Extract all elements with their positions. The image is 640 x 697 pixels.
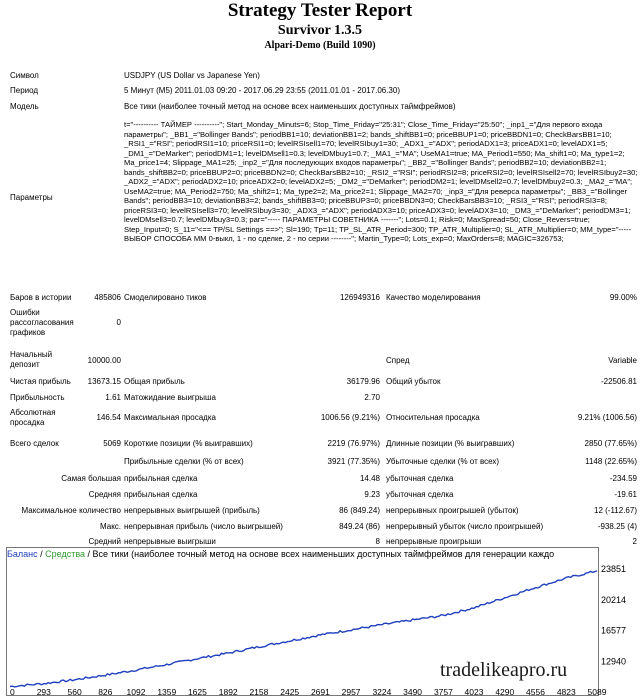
profit-factor-value: 1.61 xyxy=(105,393,121,402)
x-tick-label: 4556 xyxy=(526,687,545,697)
x-tick-label: 1359 xyxy=(157,687,177,697)
loss-trades-label: Убыточные сделки (% от всех) xyxy=(386,457,500,466)
x-tick-label: 1092 xyxy=(126,687,146,697)
profit-trades-value: 3921 (77.35%) xyxy=(327,457,380,466)
gross-profit-value: 36179.96 xyxy=(346,377,380,386)
x-tick-label: 2957 xyxy=(341,687,361,697)
quality-value: 99.00% xyxy=(609,293,637,302)
max-cons-wins-value: 86 (849.24) xyxy=(339,506,380,515)
x-tick-label: 2425 xyxy=(280,687,300,697)
average-label: Средняя xyxy=(88,490,121,499)
expected-payoff-value: 2.70 xyxy=(364,393,380,402)
x-tick-label: 4023 xyxy=(464,687,484,697)
x-tick-label: 0 xyxy=(10,687,15,697)
symbol-value: USDJPY (US Dollar vs Japanese Yen) xyxy=(124,71,260,80)
largest-label: Самая большая xyxy=(61,474,121,483)
max-sum-label: Макс. xyxy=(99,522,121,531)
max-cons-losses-label: непрерывных проигрышей (убыток) xyxy=(386,506,519,515)
x-tick-label: 1892 xyxy=(218,687,238,697)
model-label: Модель xyxy=(10,102,39,111)
x-tick-label: 1625 xyxy=(187,687,207,697)
x-tick-label: 3490 xyxy=(403,687,423,697)
max-cons-loss-label: непрерывный убыток (число проигрышей) xyxy=(386,522,544,531)
avg-cons-wins-label: непрерывные выигрыши xyxy=(124,537,216,546)
spread-label: Спред xyxy=(386,356,410,365)
model-value: Все тики (наиболее точный метод на основе всех наименьших доступных таймфреймов) xyxy=(124,102,456,111)
y-tick-label: 12940 xyxy=(601,656,627,667)
largest-profit-label: прибыльная сделка xyxy=(124,474,198,483)
gross-profit-label: Общая прибыль xyxy=(124,377,185,386)
y-tick-label: 16577 xyxy=(601,625,627,636)
period-value: 5 Минут (M5) 2011.01.03 09:20 - 2017.06.29 23:55 (2011.01.01 - 2017.06.30) xyxy=(124,86,400,95)
abs-drawdown-value: 146.54 xyxy=(96,413,121,422)
symbol-label: Символ xyxy=(10,71,39,80)
short-positions-label: Короткие позиции (% выигравших) xyxy=(124,439,253,448)
avg-profit-value: 9.23 xyxy=(364,490,380,499)
errors-value: 0 xyxy=(116,318,121,327)
period-label: Период xyxy=(10,86,39,95)
x-tick-label: 4823 xyxy=(556,687,576,697)
avg-profit-label: прибыльная сделка xyxy=(124,490,198,499)
legend-balance: Баланс xyxy=(7,549,38,559)
server-name: Alpari-Demo (Build 1090) xyxy=(264,40,376,51)
x-tick-label: 2158 xyxy=(249,687,269,697)
trades-label: Всего сделок xyxy=(10,439,59,448)
largest-profit-value: 14.48 xyxy=(359,474,380,483)
expected-payoff-label: Матожидание выигрыша xyxy=(124,393,216,402)
gross-loss-value: -22506.81 xyxy=(600,377,637,386)
net-value: 13673.15 xyxy=(87,377,121,386)
legend-equity: Средства xyxy=(45,549,86,559)
rel-drawdown-value: 9.21% (1006.56) xyxy=(577,413,637,422)
net-label: Чистая прибыль xyxy=(10,377,71,386)
legend-separator: / xyxy=(85,549,93,559)
quality-label: Качество моделирования xyxy=(386,293,481,302)
avg-cons-label: Средний xyxy=(88,537,121,546)
x-tick-label: 5089 xyxy=(587,687,607,697)
params-label: Параметры xyxy=(10,193,53,202)
ticks-value: 126949316 xyxy=(339,293,380,302)
x-tick-label: 4290 xyxy=(495,687,515,697)
bars-label: Баров в истории xyxy=(10,293,72,302)
max-cons-profit-label: непрерывная прибыль (число выигрышей) xyxy=(124,522,283,531)
avg-loss-label: убыточная сделка xyxy=(386,490,454,499)
profit-trades-label: Прибыльные сделки (% от всех) xyxy=(124,457,244,466)
legend-model: Все тики (наиболее точный метод на основе всех наименьших доступных таймфреймов для генерации каждо xyxy=(92,549,555,559)
x-tick-label: 3224 xyxy=(372,687,392,697)
x-tick-label: 3757 xyxy=(433,687,453,697)
largest-loss-label: убыточная сделка xyxy=(386,474,454,483)
long-positions-label: Длинные позиции (% выигравших) xyxy=(386,439,515,448)
y-tick-label: 23851 xyxy=(601,564,627,575)
legend-separator: / xyxy=(37,549,46,559)
avg-loss-value: -19.61 xyxy=(614,490,637,499)
avg-cons-losses-value: 2 xyxy=(632,537,637,546)
avg-cons-losses-label: непрерывные проигрыши xyxy=(386,537,482,546)
gross-loss-label: Общий убыток xyxy=(386,377,441,386)
deposit-value: 10000.00 xyxy=(87,356,121,365)
max-cons-losses-value: 12 (-112.67) xyxy=(594,506,637,515)
x-tick-label: 826 xyxy=(98,687,113,697)
watermark: tradelikeapro.ru xyxy=(440,659,568,681)
x-tick-label: 560 xyxy=(67,687,82,697)
chart-legend xyxy=(7,549,554,560)
bars-value: 485806 xyxy=(94,293,121,302)
largest-loss-value: -234.59 xyxy=(609,474,637,483)
ticks-label: Смоделировано тиков xyxy=(124,293,207,302)
max-drawdown-value: 1006.56 (9.21%) xyxy=(320,413,380,422)
x-tick-label: 293 xyxy=(36,687,51,697)
spread-value: Variable xyxy=(608,356,637,365)
profit-factor-label: Прибыльность xyxy=(10,393,65,402)
x-tick-label: 2691 xyxy=(310,687,330,697)
params-value: t="---------- ТАЙМЕР ----------"; Start_Monday_Minuts=6; Stop_Time_Friday="25:31"; Close_Time_Friday="25:50"; _inp1_="Для первого входа параметры"; _BB1_="Bollinger Bands"; periodBB1=10; deviationBB1=2; bands_shiftBB1=0; priceBBUP1=0; priceBBDN1=0; CheckBarsBB1=10; _RSI1_="RSI"; periodRSI1=10; priceRSI1=0; levelRSIsell1=70; levelRSIbuy1=30; _ADX1_="ADX"; periodADX1=3; priceADX1=0; levelADX1=5; _DM1_="DeMarker"; periodDM1=1; levelDMsell1=0.3; levelDMbuy1=0.7; _MA1_="MA"; UseMA1=true; MA_Period1=550; Ma_shift1=0; Ma_type1=2; Ma_price1=4; Slippage_MA1=25; _inp2_="Для последующих входов параметры"; _BB2_="Bollinger Bands"; periodBB2=10; deviationBB2=1; bands_shiftBB2=0; priceBBUP2=0; priceBBDN2=0; CheckBarsBB2=10; _RSI2_="RSI"; periodRSI2=8; priceRSI2=0; levelRSIsell2=70; levelRSIbuy2=30; _ADX2_="ADX"; periodADX2=10; priceADX2=0; levelADX2=5; _DM2_="DeMarker"; periodDM2=1; levelDMsell2=0.7; levelDMbuy2=0.3; _MA2_="MA"; UseMA2=true; MA_Period2=750; Ma_shift2=1; Ma_type2=2; Ma_price2=1; Slippage_MA2=70; _inp3_="Для реверса параметры"; _BB3_="Bollinger Bands"; periodBB3=10; deviationBB3=2; bands_shiftBB3=0; priceBBUP3=0; priceBBDN3=0; CheckBarsBB3=10; _RSI3_="RSI"; periodRSI3=8; priceRSI3=0; levelRSIsell3=70; levelRSIbuy3=30; _ADX3_="ADX"; periodADX3=10; priceADX3=0; levelADX3=10; _DM3_="DeMarker"; periodDM3=1; levelDMsell3=0.7; levelDMbuy3=0.3; par="----- ПАРАМЕТРЫ СОВЕТНИКА -------"; Lots=0.1; Risk=0; MaxSpread=50; Close_Revers=true; Step_Input=0; S_11="<== TP/SL Settings ==>"; Sl=190; Tp=11; TP_SL_ATR_Period=300; TP_ATR_Multiplier=0; SL_ATR_Multiplier=0; MM_type="----- ВЫБОР СПОСОБА ММ 0-выкл, 1 - по сделке, 2 - по серии --------"; Martin_Type=0; Lots_exp=0; MaxOrders=8; MAGIC=326753; xyxy=(124,120,638,243)
max-cons-wins-label: непрерывных выигрышей (прибыль) xyxy=(124,506,260,515)
abs-drawdown-label: Абсолютная просадка xyxy=(10,408,56,427)
max-cons-loss-value: -938.25 (4) xyxy=(597,522,637,531)
loss-trades-value: 1148 (22.65%) xyxy=(585,457,637,466)
max-count-label: Максимальное количество xyxy=(21,506,121,515)
rel-drawdown-label: Относительная просадка xyxy=(386,413,480,422)
errors-label: Ошибки рассогласования графиков xyxy=(10,308,74,337)
expert-name: Survivor 1.3.5 xyxy=(277,23,363,38)
short-positions-value: 2219 (76.97%) xyxy=(327,439,380,448)
report-title: Strategy Tester Report xyxy=(227,0,413,21)
trades-value: 5069 xyxy=(103,439,121,448)
deposit-label: Начальный депозит xyxy=(10,350,53,369)
max-drawdown-label: Максимальная просадка xyxy=(124,413,216,422)
y-tick-label: 20214 xyxy=(601,595,627,605)
max-cons-profit-value: 849.24 (86) xyxy=(339,522,380,531)
long-positions-value: 2850 (77.65%) xyxy=(584,439,637,448)
avg-cons-wins-value: 8 xyxy=(375,537,380,546)
